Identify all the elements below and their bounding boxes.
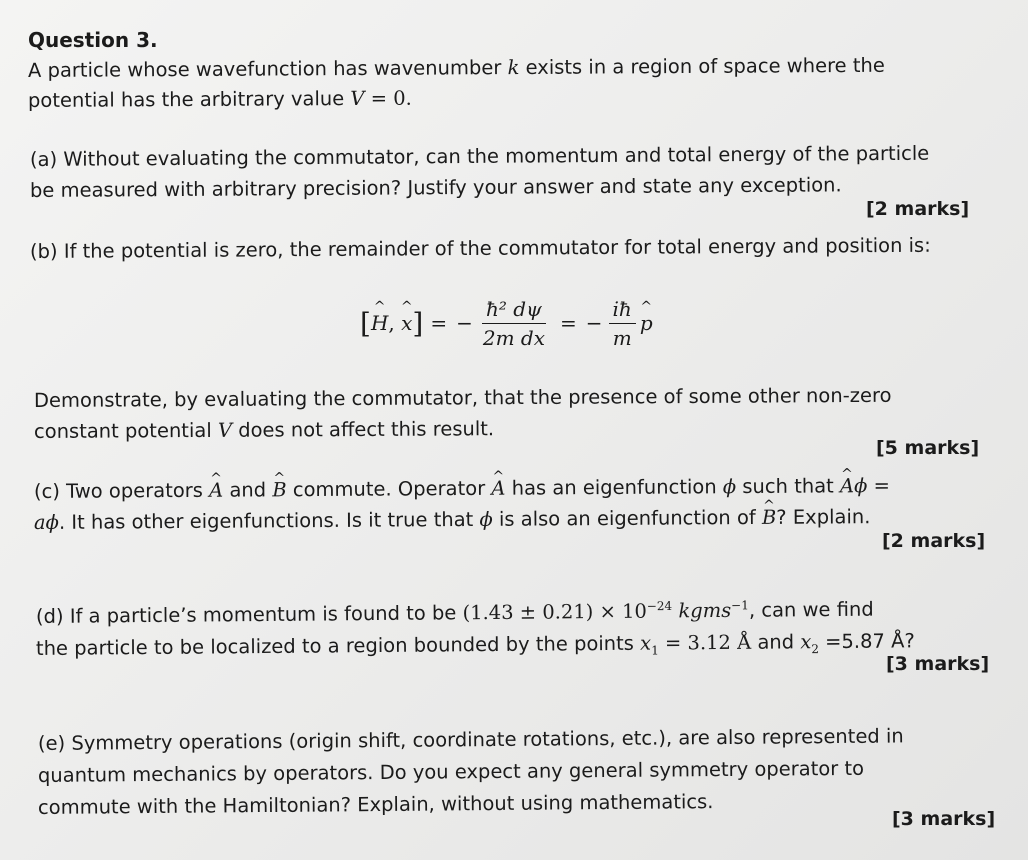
part-c-line-2: aϕ. It has other eigenfunctions. Is it true that ϕ is also an eigenfunction of B ^? Explain. xyxy=(34,504,871,536)
part-b-line-3: constant potential V does not affect this result. xyxy=(33,417,495,443)
part-b-line-1: (b) If the potential is zero, the remainder of the commutator for total energy and position is: xyxy=(29,233,931,263)
part-e-line-1: (e) Symmetry operations (origin shift, coordinate rotations, etc.), are also represented in xyxy=(37,724,904,755)
part-a-marks: [2 marks] xyxy=(866,198,970,220)
part-b-marks: [5 marks] xyxy=(876,437,980,459)
momentum-operator: p ^ xyxy=(640,311,653,335)
commutator-equation: [ H ^ , x ^ ] = − $\frac{\text{ħ² dψ}}{\text{2m dx}}$ = − $\frac{iħ}{m}$ p ^ xyxy=(360,288,653,358)
fraction-1 xyxy=(479,297,549,350)
part-e-line-3: commute with the Hamiltonian? Explain, without using mathematics. xyxy=(37,790,714,819)
fraction-1-denominator: 2m dx xyxy=(482,325,545,350)
part-c-line-1: (c) Two operators A ^ and B ^ commute. Operator A ^ has an eigenfunction ϕ such that A ^ϕ = xyxy=(34,473,890,505)
part-e-line-2: quantum mechanics by operators. Do you expect any general symmetry operator to xyxy=(37,756,865,787)
fraction-2-numerator: iħ xyxy=(609,297,636,324)
position-operator: x ^ xyxy=(401,311,412,335)
part-a-line-2: be measured with arbitrary precision? Justify your answer and state any exception. xyxy=(29,173,842,202)
part-d-line-1: (d) If a particle’s momentum is found to be $(1.43 \pm 0.21) \times 10^{-24}$ kgms$^{-1}$, can we find xyxy=(35,597,874,628)
part-b-line-2: Demonstrate, by evaluating the commutator, that the presence of some other non-zero xyxy=(33,383,892,412)
intro-line-2: potential has the arbitrary value V = 0. xyxy=(27,86,412,112)
part-e-marks: [3 marks] xyxy=(892,808,996,830)
fraction-1-numerator: ħ² dψ xyxy=(482,297,546,324)
intro-line-1: A particle whose wavefunction has wavenumber k exists in a region of space where the xyxy=(27,53,885,82)
fraction-2-denominator: m xyxy=(612,325,632,350)
part-c-marks: [2 marks] xyxy=(882,530,986,552)
part-d-line-2: the particle to be localized to a region bounded by the points $x_1 = 3.12$ Å and $x_2 =5.87$ Å? xyxy=(35,629,915,660)
part-a-line-1: (a) Without evaluating the commutator, can the momentum and total energy of the particle xyxy=(29,141,930,171)
question-title: Question 3. xyxy=(28,28,158,52)
bracket-close: ] xyxy=(412,306,424,340)
fraction-2 xyxy=(609,297,636,350)
hamiltonian-operator: H ^ xyxy=(371,311,388,335)
bracket-open: [ xyxy=(360,306,371,340)
part-d-marks: [3 marks] xyxy=(886,653,990,675)
